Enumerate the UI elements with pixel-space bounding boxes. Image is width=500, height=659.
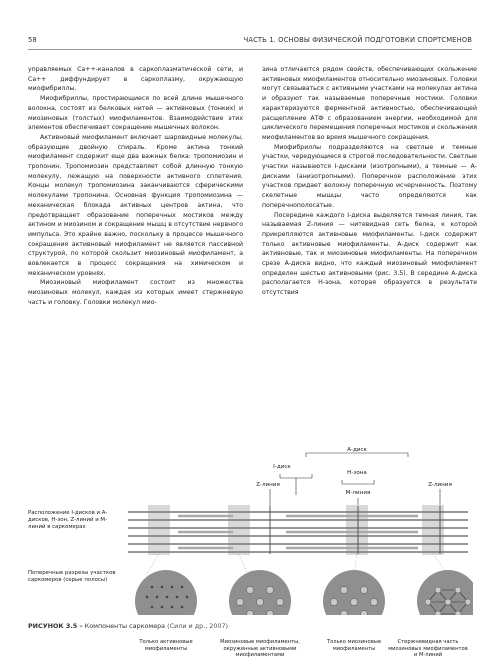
- left-text-column: [28, 65, 243, 308]
- circle-caption: Миозиновые миофиламенты, окруженные активновыми миофиламентами: [220, 639, 300, 659]
- paragraph: Миофибриллы, простирающиеся по всей длине мышечного волокна, состоят из белковых нитей — активновых (тонких) и миозиновых (толстых) миофиламентов. Взаимодействие этих элементов обеспечивает сокращение мышечных волокон.: [28, 95, 243, 132]
- cross-section-m-line: [417, 570, 473, 615]
- figure-label-sections: Поперечные разрезы участков саркомеров (серые полосы): [28, 570, 116, 583]
- paragraph: Миозиновый миофиламент состоит из множества миозиновых молекул, каждая из которых имеет стержневую часть и головку. Головки молекул мио-: [28, 279, 243, 306]
- caption-text: Компоненты саркомера: [84, 622, 166, 630]
- h-zone-label: Н-зона: [347, 470, 367, 476]
- circle-caption: Только активновые миофиламенты: [139, 639, 193, 652]
- paragraph: управляемых Ca++-каналов в саркоплазматической сети, и Ca++ диффундирует в саркоплазму, окружающую миофибриллы.: [28, 66, 243, 93]
- running-title: ЧАСТЬ 1. ОСНОВЫ ФИЗИЧЕСКОЙ ПОДГОТОВКИ СПОРТСМЕНОВ: [243, 36, 472, 44]
- paragraph: Активновый миофиламент включает шаровидные молекулы, образующие двойную спираль. Кроме актина тонкий миофиламент содержит еще два важных белка: тропомиозин и тропонин. Тропомиозин представляет собой длинную тонкую молекулу, лежащую на поверхности активного сплетения. Концы молекул тропомиозина заканчиваются сферическими молекулами тропонина. Основная функция тропомиозина — механическая блокада активных центров актина, что предотвращает образование поперечных мостиков между актином и миозином и сокращение мышц в отсутствие нервного импульса. Это крайне важно, поскольку в процессе мышечного сокращения активновый миофиламент не является пассивной структурой, по которой скользит миозиновый миофиламент, а вовлекается в процесс сокращения на химическом и механическом уровнях.: [28, 133, 243, 277]
- page-number: 58: [28, 36, 37, 44]
- z-line-left-label: Z-линия: [256, 482, 280, 488]
- figure-label-disks: Расположение I-дисков и А-дисков, Н-зон, Z-линий и М-линий в саркомерах: [28, 510, 108, 530]
- header-divider: [28, 49, 472, 50]
- cross-section-actin-myosin: [229, 570, 291, 615]
- sarcomere-diagram: [28, 450, 473, 615]
- a-disk-label: А-диск: [347, 447, 367, 453]
- m-line-label: М-линия: [345, 490, 371, 496]
- caption-label: РИСУНОК 3.5 –: [28, 622, 83, 630]
- page-header: [28, 36, 472, 48]
- caption-source: (Сили и др., 2007): [167, 622, 229, 630]
- cross-section-actin-only: [135, 570, 197, 615]
- i-disk-label: I-диск: [273, 464, 291, 470]
- z-line-right-label: Z-линия: [428, 482, 452, 488]
- paragraph: Посередине каждого I-диска выделяется темная линия, так называемая Z-линия — нитевидная сеть белка, к которой прикрепляются активновые миофиламенты. I-диск содержит только активновые миофиламенты. А-диск содержит как активновые, так и миозиновые миофиламенты. На поперечном срезе А-диска видно, что каждый миозиновый миофиламент определен шестью активновыми (рис. 3.5). В середине А-диска располагается Н-зона, которая образуется в результате отсутствия: [262, 211, 477, 297]
- cross-section-myosin-only: [323, 570, 385, 615]
- paragraph: Миофибриллы подразделяются на светлые и темные участки, чередующиеся в строгой последовательности. Светлые участки называются I-дисками (изотропными), а темные — А-дисками (анизотропными). Поперечное расположение этих участков придает волокну поперечную исчерченность. Поэтому скелетные мышцы часто определяются как поперечнополосатые.: [262, 143, 477, 209]
- paragraph: зина отличаются рядом свойств, обеспечивающих скольжение активновых миофиламентов относительно миозиновых. Головки могут связываться с активными участками на молекулах актина и образуют так называемые поперечные мостики. Головки характеризуются ферментной активностью, обеспечивающей расщепление АТФ с образованием энергии, необходимой для циклического перемещения поперечных мостиков и скольжения миофиламентов во время мышечного сокращения.: [262, 66, 477, 141]
- figure-caption: [28, 622, 228, 630]
- right-text-column: [262, 65, 477, 298]
- circle-caption: Только миозиновые миофиламенты: [326, 639, 382, 652]
- circle-caption: Стержневидная часть миозиновых миофиламентов и М-линий: [388, 639, 468, 659]
